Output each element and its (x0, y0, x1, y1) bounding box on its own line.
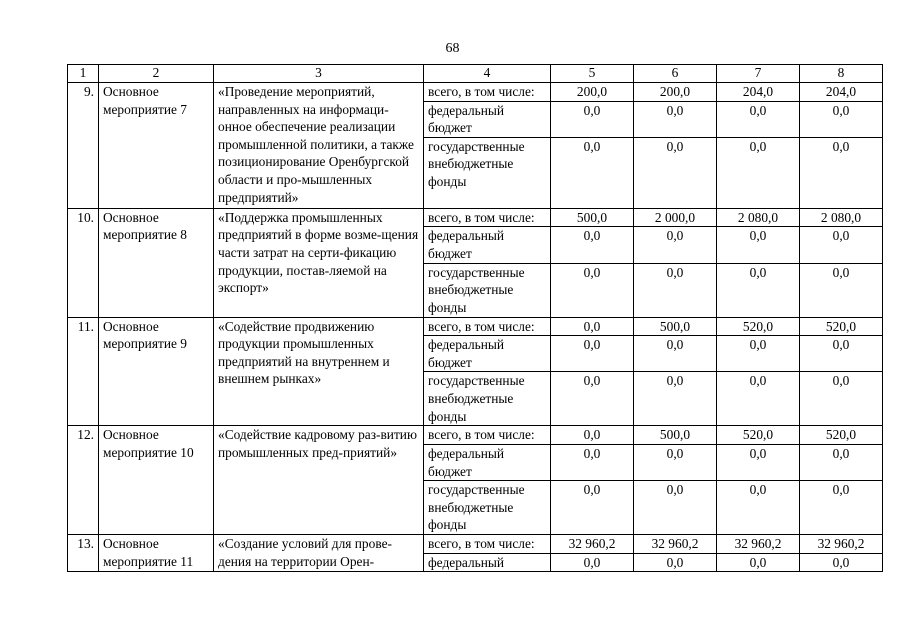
amount-cell: 0,0 (634, 137, 717, 208)
amount-cell: 0,0 (800, 263, 883, 317)
amount-cell: 520,0 (717, 426, 800, 445)
funding-source-cell: федеральный бюджет (424, 336, 551, 372)
funding-source-cell: федеральный бюджет (424, 227, 551, 263)
amount-cell: 0,0 (800, 137, 883, 208)
amount-cell: 0,0 (634, 227, 717, 263)
header-cell: 4 (424, 65, 551, 83)
amount-cell: 0,0 (551, 137, 634, 208)
amount-cell: 0,0 (800, 227, 883, 263)
table-row (68, 208, 883, 227)
description-cell: «Поддержка промышленных предприятий в форме возме-щения части затрат на серти-фикацию продукции, постав-ляемой на экспорт» (214, 208, 424, 317)
amount-cell: 0,0 (717, 336, 800, 372)
amount-cell: 0,0 (634, 553, 717, 572)
header-cell: 5 (551, 65, 634, 83)
funding-source-cell: всего, в том числе: (424, 83, 551, 102)
amount-cell: 500,0 (551, 208, 634, 227)
amount-cell: 0,0 (634, 263, 717, 317)
page-number: 68 (445, 41, 460, 56)
row-number-cell: 12. (68, 426, 99, 535)
amount-cell: 2 000,0 (634, 208, 717, 227)
amount-cell: 32 960,2 (717, 535, 800, 554)
amount-cell: 0,0 (634, 372, 717, 426)
amount-cell: 2 080,0 (717, 208, 800, 227)
amount-cell: 0,0 (551, 372, 634, 426)
amount-cell: 32 960,2 (634, 535, 717, 554)
amount-cell: 0,0 (551, 263, 634, 317)
amount-cell: 0,0 (551, 553, 634, 572)
funding-source-cell: федеральный бюджет (424, 101, 551, 137)
funding-source-cell: всего, в том числе: (424, 317, 551, 336)
header-cell: 1 (68, 65, 99, 83)
funding-source-cell: государственные внебюджетные фонды (424, 137, 551, 208)
amount-cell: 0,0 (634, 444, 717, 480)
measure-cell: Основное мероприятие 8 (99, 208, 214, 317)
amount-cell: 200,0 (551, 83, 634, 102)
amount-cell: 204,0 (717, 83, 800, 102)
funding-source-cell: всего, в том числе: (424, 208, 551, 227)
amount-cell: 0,0 (551, 444, 634, 480)
amount-cell: 520,0 (800, 426, 883, 445)
row-number-cell: 9. (68, 83, 99, 209)
measure-cell: Основное мероприятие 11 (99, 535, 214, 572)
table-row (68, 83, 883, 102)
amount-cell: 204,0 (800, 83, 883, 102)
header-cell: 2 (99, 65, 214, 83)
amount-cell: 32 960,2 (551, 535, 634, 554)
header-cell: 3 (214, 65, 424, 83)
funding-source-cell: государственные внебюджетные фонды (424, 263, 551, 317)
funding-source-cell: государственные внебюджетные фонды (424, 372, 551, 426)
table-row (68, 426, 883, 445)
amount-cell: 520,0 (717, 317, 800, 336)
amount-cell: 0,0 (717, 481, 800, 535)
amount-cell: 0,0 (551, 101, 634, 137)
table-row (68, 535, 883, 554)
amount-cell: 0,0 (800, 336, 883, 372)
amount-cell: 0,0 (717, 137, 800, 208)
amount-cell: 0,0 (551, 336, 634, 372)
amount-cell: 0,0 (634, 101, 717, 137)
header-cell: 7 (717, 65, 800, 83)
amount-cell: 0,0 (551, 227, 634, 263)
amount-cell: 200,0 (634, 83, 717, 102)
amount-cell: 0,0 (634, 481, 717, 535)
row-number-cell: 13. (68, 535, 99, 572)
table-header-row (68, 65, 883, 83)
amount-cell: 2 080,0 (800, 208, 883, 227)
amount-cell: 0,0 (551, 426, 634, 445)
funding-source-cell: федеральный (424, 553, 551, 572)
amount-cell: 32 960,2 (800, 535, 883, 554)
funding-source-cell: всего, в том числе: (424, 535, 551, 554)
header-cell: 8 (800, 65, 883, 83)
funding-source-cell: государственные внебюджетные фонды (424, 481, 551, 535)
amount-cell: 0,0 (800, 101, 883, 137)
amount-cell: 0,0 (717, 101, 800, 137)
amount-cell: 500,0 (634, 426, 717, 445)
amount-cell: 0,0 (717, 263, 800, 317)
measure-cell: Основное мероприятие 10 (99, 426, 214, 535)
description-cell: «Содействие продвижению продукции промышленных предприятий на внутреннем и внешнем рынках» (214, 317, 424, 426)
measure-cell: Основное мероприятие 7 (99, 83, 214, 209)
amount-cell: 0,0 (634, 336, 717, 372)
header-cell: 6 (634, 65, 717, 83)
amount-cell: 0,0 (551, 481, 634, 535)
description-cell: «Содействие кадровому раз-витию промышленных пред-приятий» (214, 426, 424, 535)
amount-cell: 0,0 (551, 317, 634, 336)
row-number-cell: 11. (68, 317, 99, 426)
funding-source-cell: федеральный бюджет (424, 444, 551, 480)
funding-source-cell: всего, в том числе: (424, 426, 551, 445)
table-row (68, 317, 883, 336)
amount-cell: 0,0 (800, 444, 883, 480)
description-cell: «Создание условий для прове-дения на территории Орен- (214, 535, 424, 572)
amount-cell: 0,0 (800, 481, 883, 535)
amount-cell: 520,0 (800, 317, 883, 336)
row-number-cell: 10. (68, 208, 99, 317)
amount-cell: 0,0 (717, 444, 800, 480)
amount-cell: 0,0 (717, 227, 800, 263)
amount-cell: 0,0 (717, 553, 800, 572)
amount-cell: 0,0 (717, 372, 800, 426)
amount-cell: 0,0 (800, 372, 883, 426)
amount-cell: 0,0 (800, 553, 883, 572)
description-cell: «Проведение мероприятий, направленных на информаци-онное обеспечение реализации промышленной политики, а также позиционирование Оренбургской области и про-мышленных предприятий» (214, 83, 424, 209)
measure-cell: Основное мероприятие 9 (99, 317, 214, 426)
funding-table (67, 64, 883, 572)
amount-cell: 500,0 (634, 317, 717, 336)
